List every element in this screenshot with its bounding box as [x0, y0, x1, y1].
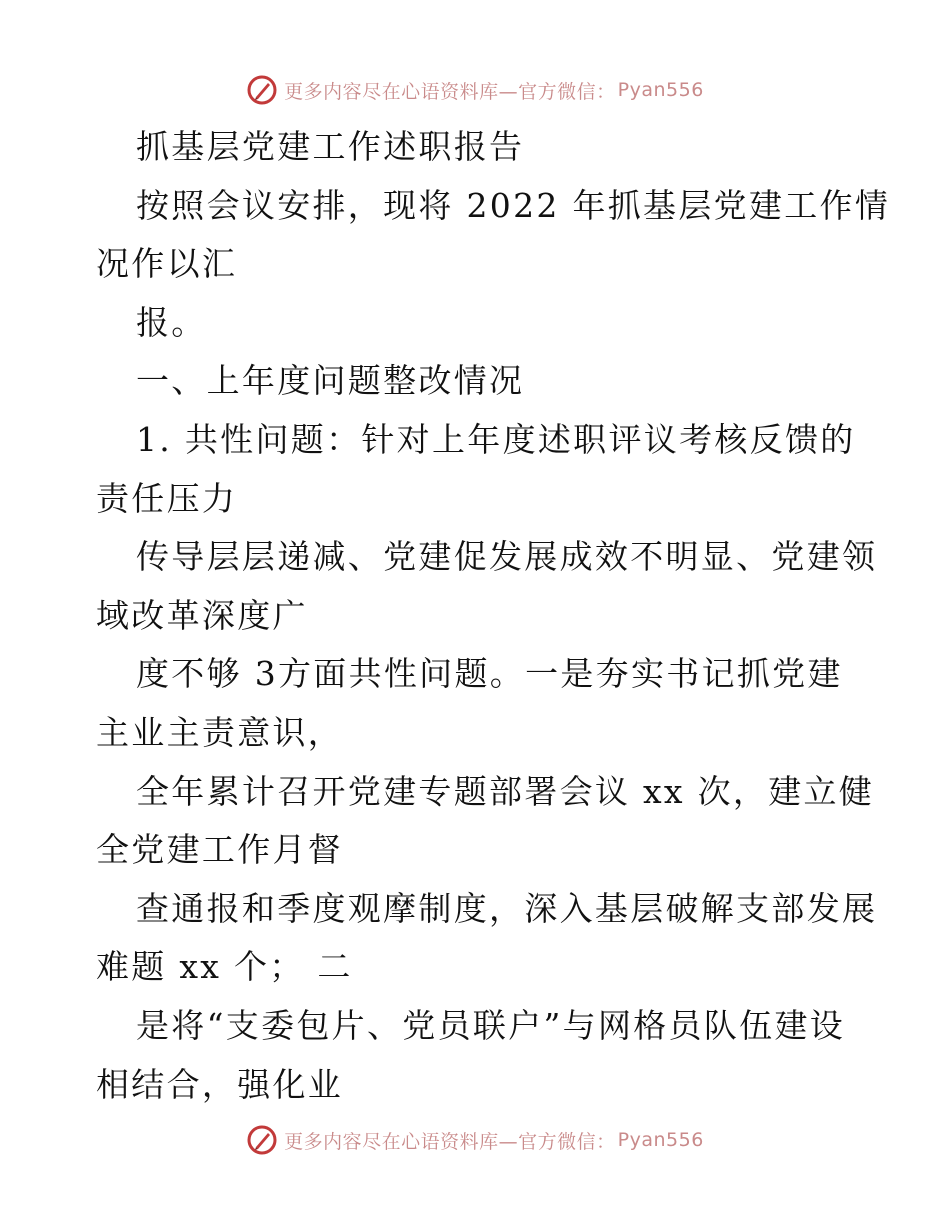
footer-watermark: [0, 1120, 950, 1160]
text-line: 责任压力: [96, 478, 238, 518]
text-line: 度不够 3方面共性问题。一是夯实书记抓党建: [136, 654, 843, 694]
document-title: 抓基层党建工作述职报告: [136, 127, 525, 166]
text-line: 按照会议安排，现将 2022 年抓基层党建工作情: [136, 185, 891, 225]
text-line: 查通报和季度观摩制度，深入基层破解支部发展: [136, 888, 878, 928]
quill-logo-icon: [246, 1124, 278, 1156]
text-line: 一、上年度问题整改情况: [136, 361, 525, 401]
quill-logo-icon: [246, 74, 278, 106]
text-line: 是将“支委包片、党员联户”与网格员队伍建设: [136, 1005, 846, 1045]
watermark-id: Pyan556: [617, 1129, 704, 1151]
text-line: 域改革深度广: [96, 595, 308, 635]
text-line: 全党建工作月督: [96, 830, 344, 870]
text-line: 全年累计召开党建专题部署会议 xx 次，建立健: [136, 771, 875, 811]
header-watermark: [0, 70, 950, 110]
watermark-text: 更多内容尽在心语资料库—官方微信：: [284, 80, 616, 103]
text-line: 报。: [136, 302, 207, 342]
text-line: 况作以汇: [96, 244, 238, 284]
text-line: 相结合，强化业: [96, 1064, 344, 1104]
text-line: 主业主责意识，: [96, 712, 344, 752]
text-line: 难题 xx 个； 二: [96, 947, 353, 987]
watermark-text: 更多内容尽在心语资料库—官方微信：: [284, 1130, 616, 1153]
text-line: 传导层层递减、党建促发展成效不明显、党建领: [136, 537, 878, 577]
watermark-id: Pyan556: [617, 79, 704, 101]
document-body: [96, 118, 891, 1114]
text-line: 1. 共性问题：针对上年度述职评议考核反馈的: [136, 419, 856, 459]
